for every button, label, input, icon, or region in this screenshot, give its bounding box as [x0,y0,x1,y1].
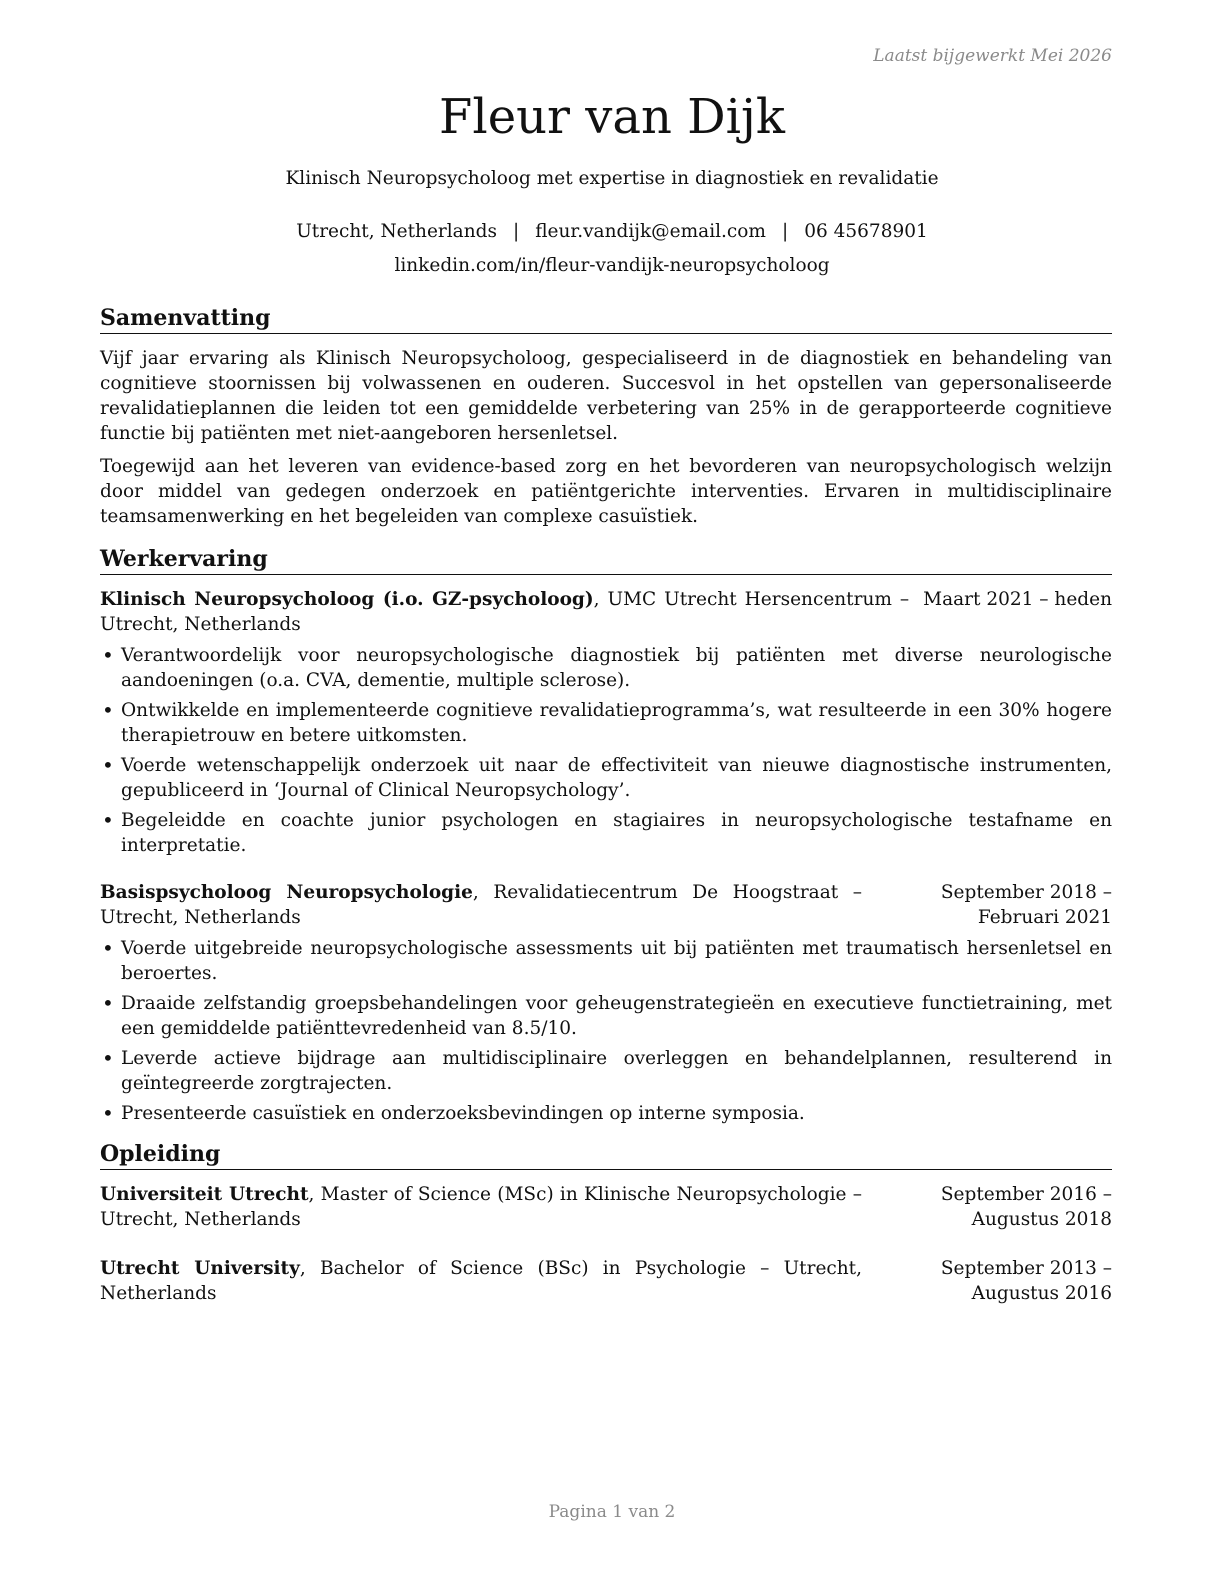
job-entry [100,880,1112,1126]
education-dates: September 2013 – Augustus 2016 [940,1258,1112,1304]
education-line [100,1182,876,1232]
job-bullet: • Presenteerde casuïstiek en onderzoeksbevindingen op interne symposia. [100,1101,1112,1126]
job-header [100,587,1112,637]
candidate-name: Fleur van Dijk [439,89,785,145]
location: Utrecht, Netherlands [296,221,497,242]
education-line [100,1256,876,1306]
job-title-line [100,880,876,930]
job-title-line [100,587,923,637]
job-bullets [100,643,1112,858]
job-dates: September 2018 – Februari 2021 [940,882,1112,928]
school-name: Universiteit Utrecht [100,1184,309,1205]
linkedin-link[interactable]: linkedin.com/in/fleur-vandijk-neuropsycholoog [394,255,830,276]
job-bullets [100,936,1112,1126]
job-bullet: • Begeleidde en coachte junior psychologen en stagiaires in neuropsychologische testafname en interpretatie. [100,808,1112,858]
education-header [100,1256,1112,1306]
job-entry [100,587,1112,858]
education-entry [100,1182,1112,1232]
section-title-summary: Samenvatting [100,304,1112,334]
school-name: Utrecht University [100,1258,300,1279]
job-organization: , UMC Utrecht Hersencentrum – Utrecht, Netherlands [100,589,910,635]
job-bullet: • Voerde uitgebreide neuropsychologische assessments uit bij patiënten met traumatisch hersenletsel en beroertes. [100,936,1112,986]
education-entry [100,1256,1112,1306]
resume-body [100,304,1112,1306]
job-organization: , Revalidatiecentrum De Hoogstraat – Utrecht, Netherlands [100,882,862,928]
contact-separator: | [512,221,520,242]
job-role: Klinisch Neuropsycholoog (i.o. GZ-psycholoog) [100,589,594,610]
job-header [100,880,1112,930]
summary-paragraph: Vijf jaar ervaring als Klinisch Neuropsycholoog, gespecialiseerd in de diagnostiek en behandeling van cognitieve stoornissen bij volwassenen en ouderen. Succesvol in het opstellen van gepersonaliseerde revalidatieplannen die leiden tot een gemiddelde verbetering van 25% in de gerapporteerde cognitieve functie bij patiënten met niet-aangeboren hersenletsel. [100,348,1112,444]
job-bullet: • Verantwoordelijk voor neuropsychologische diagnostiek bij patiënten met diverse neurologische aandoeningen (o.a. CVA, dementie, multiple sclerose). [100,643,1112,693]
job-role: Basispsycholoog Neuropsychologie [100,882,473,903]
job-bullet: • Ontwikkelde en implementeerde cognitieve revalidatieprogramma’s, wat resulteerde in een 30% hogere therapietrouw en betere uitkomsten. [100,698,1112,748]
page-number: Pagina 1 van 2 [548,1502,676,1522]
degree: , Master of Science (MSc) in Klinische Neuropsychologie – Utrecht, Netherlands [100,1184,863,1230]
contact-separator: | [781,221,789,242]
contact-line [0,219,1224,244]
education-dates: September 2016 – Augustus 2018 [940,1184,1112,1230]
job-bullet: • Leverde actieve bijdrage aan multidisciplinaire overleggen en behandelplannen, resulterend in geïntegreerde zorgtrajecten. [100,1046,1112,1096]
degree: , Bachelor of Science (BSc) in Psychologie – Utrecht, Netherlands [100,1258,862,1304]
education-header [100,1182,1112,1232]
summary-paragraph: Toegewijd aan het leveren van evidence-based zorg en het bevorderen van neuropsychologisch welzijn door middel van gedegen onderzoek en patiëntgerichte interventies. Ervaren in multidisciplinaire teamsamenwerking en het begeleiden van complexe casuïstiek. [100,456,1112,527]
section-title-education: Opleiding [100,1140,1112,1170]
last-updated: Laatst bijgewerkt Mei 2026 [873,46,1112,66]
phone-number: 06 45678901 [804,221,928,242]
job-bullet: • Voerde wetenschappelijk onderzoek uit naar de effectiviteit van nieuwe diagnostische instrumenten, gepubliceerd in ‘Journal of Clinical Neuropsychology’. [100,753,1112,803]
email-link[interactable]: fleur.vandijk@email.com [535,221,766,242]
section-title-experience: Werkervaring [100,545,1112,575]
job-dates: Maart 2021 – heden [923,589,1112,610]
tagline: Klinisch Neuropsycholoog met expertise in diagnostiek en revalidatie [285,168,939,189]
job-bullet: • Draaide zelfstandig groepsbehandelingen voor geheugenstrategieën en executieve functietraining, met een gemiddelde patiënttevredenheid van 8.5/10. [100,991,1112,1041]
